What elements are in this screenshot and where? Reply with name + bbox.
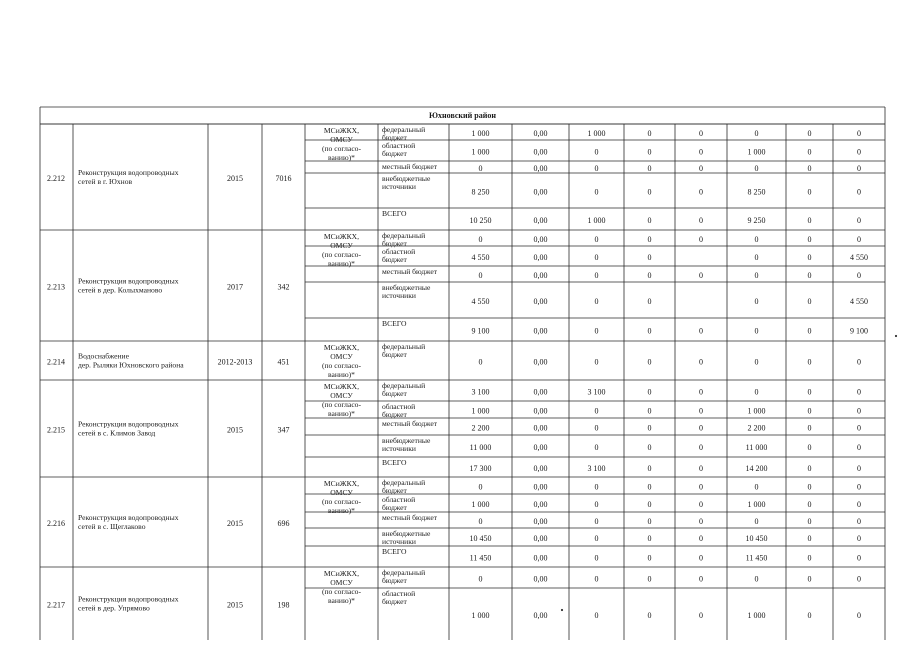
amount-cell: 0,00	[533, 500, 548, 509]
amount-cell: 0	[594, 297, 599, 306]
row-number: 2.217	[47, 600, 65, 610]
amount-cell: 9 100	[471, 326, 490, 336]
amount-cell: 0	[807, 443, 812, 452]
project-name: сетей в дер. Колыхманово	[78, 285, 163, 295]
amount-cell: 0	[807, 164, 812, 173]
executor-text: МСиЖКХ,	[323, 569, 360, 578]
funding-source: ВСЕГО	[382, 319, 407, 328]
amount-cell: 0	[647, 464, 652, 473]
amount-cell: 0	[807, 271, 812, 280]
amount-cell: 17 300	[469, 464, 492, 473]
row-number: 2.212	[47, 174, 65, 183]
project-name: сетей в с. Климов Завод	[78, 428, 156, 438]
amount-cell: 0	[699, 482, 703, 492]
project-name: Реконструкция водопроводных	[78, 276, 179, 286]
amount-cell: 10 450	[745, 534, 768, 543]
funding-source: федеральный	[382, 568, 426, 577]
amount-cell: 0	[699, 216, 703, 225]
amount-cell: 0	[699, 187, 703, 197]
amount-cell: 0,00	[533, 357, 548, 367]
funding-source: местный бюджет	[382, 162, 438, 171]
amount-cell: 1 000	[747, 406, 766, 416]
amount-cell: 3 100	[471, 387, 490, 397]
amount-cell: 1 000	[747, 611, 766, 620]
amount-cell: 11 000	[469, 443, 492, 452]
amount-cell: 0	[699, 553, 703, 563]
funding-source: бюджет	[382, 597, 407, 606]
funding-source: областной	[382, 402, 416, 411]
executor-text: МСиЖКХ,	[323, 382, 360, 391]
project-years: 2015	[227, 519, 243, 528]
amount-cell: 0	[594, 271, 599, 280]
amount-cell: 0,00	[533, 326, 548, 336]
funding-source: федеральный	[382, 478, 426, 487]
amount-cell: 0	[647, 357, 652, 367]
scan-speck	[561, 609, 563, 611]
amount-cell: 0	[594, 574, 599, 584]
project-name: Реконструкция водопроводных	[78, 594, 179, 604]
amount-cell: 0	[857, 387, 861, 397]
project-name: Реконструкция водопроводных	[78, 168, 179, 177]
row-number: 2.215	[47, 425, 65, 435]
funding-source: бюджет	[382, 255, 407, 264]
amount-cell: 0	[857, 464, 861, 473]
executor-text: ОМСУ	[330, 241, 353, 250]
amount-cell: 0	[647, 387, 652, 397]
amount-cell: 2 200	[471, 423, 490, 433]
project-years: 2015	[227, 174, 243, 183]
funding-source: федеральный	[382, 342, 426, 351]
amount-cell: 11 450	[745, 553, 768, 563]
executor-text: ОМСУ	[330, 135, 353, 144]
amount-cell: 0	[647, 423, 652, 433]
amount-cell: 0	[754, 326, 759, 336]
project-code: 451	[277, 357, 290, 367]
amount-cell: 0	[647, 187, 652, 197]
amount-cell: 0	[807, 235, 812, 244]
executor-text: ОМСУ	[330, 488, 353, 497]
project-years: 2015	[227, 425, 243, 435]
amount-cell: 1 000	[471, 406, 490, 416]
amount-cell: 0	[807, 253, 812, 262]
amount-cell: 1 000	[587, 129, 606, 138]
amount-cell: 0	[857, 235, 861, 244]
amount-cell: 0	[807, 611, 812, 620]
amount-cell: 10 250	[469, 216, 492, 225]
amount-cell: 0	[647, 253, 652, 262]
amount-cell: 0	[699, 387, 703, 397]
funding-source: источники	[382, 537, 416, 546]
amount-cell: 0	[807, 534, 812, 543]
amount-cell: 0,00	[533, 253, 548, 262]
amount-cell: 0	[807, 147, 812, 157]
amount-cell: 0	[478, 235, 483, 244]
amount-cell: 0	[699, 235, 703, 244]
executor-text: ванию)*	[328, 153, 355, 162]
amount-cell: 0	[807, 216, 812, 225]
amount-cell: 8 250	[747, 187, 766, 197]
amount-cell: 0	[754, 517, 759, 526]
amount-cell: 0	[857, 164, 861, 173]
executor-text: МСиЖКХ,	[323, 232, 360, 241]
amount-cell: 0,00	[533, 271, 548, 280]
amount-cell: 0	[594, 423, 599, 433]
amount-cell: 0	[857, 406, 861, 416]
funding-source: внебюджетные	[382, 283, 431, 292]
executor-text: ванию)*	[328, 506, 355, 515]
amount-cell: 9 250	[747, 216, 766, 225]
funding-source: источники	[382, 182, 416, 191]
amount-cell: 0	[594, 406, 599, 416]
funding-source: ВСЕГО	[382, 547, 407, 556]
amount-cell: 4 550	[850, 253, 868, 262]
funding-source: бюджет	[382, 149, 407, 158]
funding-source: местный бюджет	[382, 513, 438, 522]
amount-cell: 0	[807, 387, 812, 397]
funding-source: внебюджетные	[382, 174, 431, 183]
project-code: 198	[277, 600, 290, 610]
funding-source: бюджет	[382, 133, 407, 142]
funding-source: областной	[382, 589, 416, 598]
project-name: Реконструкция водопроводных	[78, 513, 179, 522]
amount-cell: 0	[647, 129, 652, 138]
amount-cell: 1 000	[471, 500, 490, 509]
amount-cell: 0	[478, 271, 483, 280]
amount-cell: 0,00	[533, 164, 548, 173]
funding-source: бюджет	[382, 239, 407, 248]
funding-source: федеральный	[382, 381, 426, 390]
amount-cell: 0	[647, 574, 652, 584]
amount-cell: 0	[857, 357, 861, 367]
amount-cell: 0	[699, 271, 703, 280]
amount-cell: 0,00	[533, 423, 548, 433]
amount-cell: 0	[807, 297, 812, 306]
funding-source: внебюджетные	[382, 529, 431, 538]
amount-cell: 0,00	[533, 406, 548, 416]
amount-cell: 0	[699, 147, 703, 157]
amount-cell: 0	[807, 129, 812, 138]
amount-cell: 0	[754, 271, 759, 280]
amount-cell: 1 000	[471, 611, 490, 620]
executor-text: МСиЖКХ,	[323, 479, 360, 488]
amount-cell: 0	[647, 443, 652, 452]
amount-cell: 0	[699, 574, 703, 584]
amount-cell: 0	[754, 387, 759, 397]
executor-text: МСиЖКХ,	[323, 126, 360, 135]
amount-cell: 0	[857, 147, 861, 157]
amount-cell: 0	[699, 464, 703, 473]
amount-cell: 0,00	[533, 387, 548, 397]
amount-cell: 0	[594, 443, 599, 452]
project-code: 696	[277, 519, 290, 528]
amount-cell: 0	[594, 482, 599, 492]
project-code: 342	[277, 282, 290, 292]
amount-cell: 1 000	[747, 500, 766, 509]
amount-cell: 0	[754, 357, 759, 367]
amount-cell: 0	[647, 534, 652, 543]
amount-cell: 0	[754, 482, 759, 492]
amount-cell: 0	[647, 297, 652, 306]
executor-text: ванию)*	[328, 370, 355, 379]
amount-cell: 0	[807, 517, 812, 526]
amount-cell: 0	[857, 574, 861, 584]
amount-cell: 0,00	[533, 129, 548, 138]
amount-cell: 0	[478, 164, 483, 173]
amount-cell: 0	[699, 500, 703, 509]
amount-cell: 0	[594, 187, 599, 197]
executor-text: ванию)*	[328, 259, 355, 268]
funding-source: областной	[382, 495, 416, 504]
amount-cell: 0	[754, 129, 759, 138]
executor-text: ОМСУ	[330, 578, 353, 587]
funding-source: источники	[382, 291, 416, 300]
amount-cell: 0,00	[533, 147, 548, 157]
amount-cell: 0	[857, 129, 861, 138]
amount-cell: 0,00	[533, 574, 548, 584]
amount-cell: 2 200	[747, 423, 766, 433]
amount-cell: 0	[478, 482, 483, 492]
region-header: Юхновский район	[429, 111, 496, 120]
executor-text: ОМСУ	[330, 352, 353, 361]
funding-source: областной	[382, 247, 416, 256]
amount-cell: 0,00	[533, 464, 548, 473]
amount-cell: 0	[647, 406, 652, 416]
amount-cell: 0	[594, 253, 599, 262]
amount-cell: 0	[478, 357, 483, 367]
amount-cell: 0	[647, 271, 652, 280]
amount-cell: 0	[699, 129, 703, 138]
amount-cell: 0	[594, 611, 599, 620]
row-number: 2.216	[47, 519, 65, 528]
amount-cell: 0	[647, 482, 652, 492]
amount-cell: 0,00	[533, 235, 548, 244]
project-name: Водоснабжение	[78, 351, 129, 361]
funding-source: областной	[382, 141, 416, 150]
executor-text: (по согласо-	[321, 361, 362, 370]
project-name: сетей в г. Юхнов	[78, 177, 133, 186]
amount-cell: 0,00	[533, 517, 548, 526]
executor-text: (по согласо-	[321, 587, 362, 596]
funding-source: бюджет	[382, 389, 407, 398]
amount-cell: 11 450	[469, 553, 492, 563]
amount-cell: 0	[647, 517, 652, 526]
amount-cell: 0	[647, 326, 652, 336]
amount-cell: 0	[807, 423, 812, 433]
funding-source: бюджет	[382, 350, 407, 359]
executor-text: ОМСУ	[330, 391, 353, 400]
executor-text: (по согласо-	[321, 497, 362, 506]
amount-cell: 0	[594, 235, 599, 244]
amount-cell: 1 000	[471, 147, 490, 157]
amount-cell: 0	[857, 611, 861, 620]
funding-source: бюджет	[382, 410, 407, 419]
amount-cell: 14 200	[745, 464, 768, 473]
amount-cell: 0,00	[533, 443, 548, 452]
amount-cell: 0	[647, 147, 652, 157]
funding-source: местный бюджет	[382, 267, 438, 276]
amount-cell: 0	[594, 326, 599, 336]
amount-cell: 0	[594, 553, 599, 563]
amount-cell: 0	[594, 500, 599, 509]
funding-source: бюджет	[382, 486, 407, 495]
amount-cell: 0	[647, 164, 652, 173]
amount-cell: 0	[478, 574, 483, 584]
amount-cell: 0	[807, 406, 812, 416]
amount-cell: 0	[754, 297, 759, 306]
amount-cell: 0	[754, 164, 759, 173]
executor-text: ванию)*	[328, 596, 355, 605]
project-name: сетей в дер. Упрямово	[78, 603, 150, 613]
project-years: 2015	[227, 600, 243, 610]
amount-cell: 0,00	[533, 611, 548, 620]
amount-cell: 0	[699, 443, 703, 452]
amount-cell: 0	[857, 187, 861, 197]
amount-cell: 0,00	[533, 216, 548, 225]
amount-cell: 0	[754, 253, 759, 262]
amount-cell: 0	[647, 216, 652, 225]
amount-cell: 0	[647, 611, 652, 620]
funding-source: местный бюджет	[382, 419, 438, 428]
amount-cell: 0	[594, 147, 599, 157]
executor-text: ванию)*	[328, 409, 355, 418]
funding-source: ВСЕГО	[382, 458, 407, 467]
funding-source: бюджет	[382, 576, 407, 585]
funding-source: ВСЕГО	[382, 209, 407, 218]
amount-cell: 0	[807, 574, 812, 584]
amount-cell: 0,00	[533, 297, 548, 306]
amount-cell: 0	[857, 423, 861, 433]
funding-source: бюджет	[382, 503, 407, 512]
funding-source: внебюджетные	[382, 436, 431, 445]
amount-cell: 0,00	[533, 553, 548, 563]
amount-cell: 11 000	[745, 443, 768, 452]
amount-cell: 4 550	[471, 297, 490, 306]
amount-cell: 0,00	[533, 482, 548, 492]
amount-cell: 0	[647, 553, 652, 563]
amount-cell: 0	[699, 326, 703, 336]
amount-cell: 0	[594, 357, 599, 367]
amount-cell: 0	[594, 534, 599, 543]
row-number: 2.213	[47, 282, 65, 292]
amount-cell: 0	[857, 271, 861, 280]
amount-cell: 0	[699, 423, 703, 433]
amount-cell: 1 000	[747, 147, 766, 157]
amount-cell: 4 550	[471, 253, 490, 262]
amount-cell: 0	[807, 553, 812, 563]
executor-text: МСиЖКХ,	[323, 343, 360, 352]
amount-cell: 0	[699, 164, 703, 173]
executor-text: (по согласо-	[321, 250, 362, 259]
project-years: 2012-2013	[217, 357, 253, 367]
amount-cell: 8 250	[471, 187, 490, 197]
amount-cell: 0,00	[533, 534, 548, 543]
amount-cell: 0	[754, 235, 759, 244]
row-number: 2.214	[47, 357, 65, 367]
amount-cell: 0	[807, 326, 812, 336]
amount-cell: 0	[807, 482, 812, 492]
scan-speck	[895, 335, 897, 337]
amount-cell: 3 100	[587, 387, 606, 397]
amount-cell: 0	[857, 216, 861, 225]
executor-text: (по согласо-	[321, 144, 362, 153]
amount-cell: 3 100	[587, 464, 606, 473]
amount-cell: 0	[699, 517, 703, 526]
amount-cell: 0	[699, 611, 703, 620]
amount-cell: 0	[478, 517, 483, 526]
amount-cell: 0	[594, 517, 599, 526]
amount-cell: 0	[699, 534, 703, 543]
amount-cell: 10 450	[469, 534, 492, 543]
amount-cell: 9 100	[850, 326, 868, 336]
executor-text: (по согласо-	[321, 400, 362, 409]
amount-cell: 0	[807, 187, 812, 197]
project-code: 7016	[275, 174, 292, 183]
amount-cell: 1 000	[587, 216, 606, 225]
amount-cell: 0	[699, 357, 703, 367]
amount-cell: 0	[857, 517, 861, 526]
amount-cell: 0	[857, 534, 861, 543]
funding-source: источники	[382, 444, 416, 453]
amount-cell: 4 550	[850, 297, 868, 306]
amount-cell: 1 000	[471, 129, 490, 138]
funding-source: федеральный	[382, 231, 426, 240]
amount-cell: 0,00	[533, 187, 548, 197]
amount-cell: 0	[857, 553, 861, 563]
amount-cell: 0	[857, 482, 861, 492]
project-name: дер. Рыляки Юхновского района	[78, 360, 184, 370]
amount-cell: 0	[857, 443, 861, 452]
project-name: сетей в с. Щеглаково	[78, 522, 146, 531]
amount-cell: 0	[807, 357, 812, 367]
amount-cell: 0	[754, 574, 759, 584]
project-name: Реконструкция водопроводных	[78, 419, 179, 429]
amount-cell: 0	[647, 235, 652, 244]
amount-cell: 0	[647, 500, 652, 509]
project-years: 2017	[227, 282, 243, 292]
amount-cell: 0	[807, 464, 812, 473]
funding-source: федеральный	[382, 125, 426, 134]
amount-cell: 0	[857, 500, 861, 509]
amount-cell: 0	[807, 500, 812, 509]
amount-cell: 0	[594, 164, 599, 173]
project-code: 347	[277, 425, 290, 435]
amount-cell: 0	[699, 406, 703, 416]
